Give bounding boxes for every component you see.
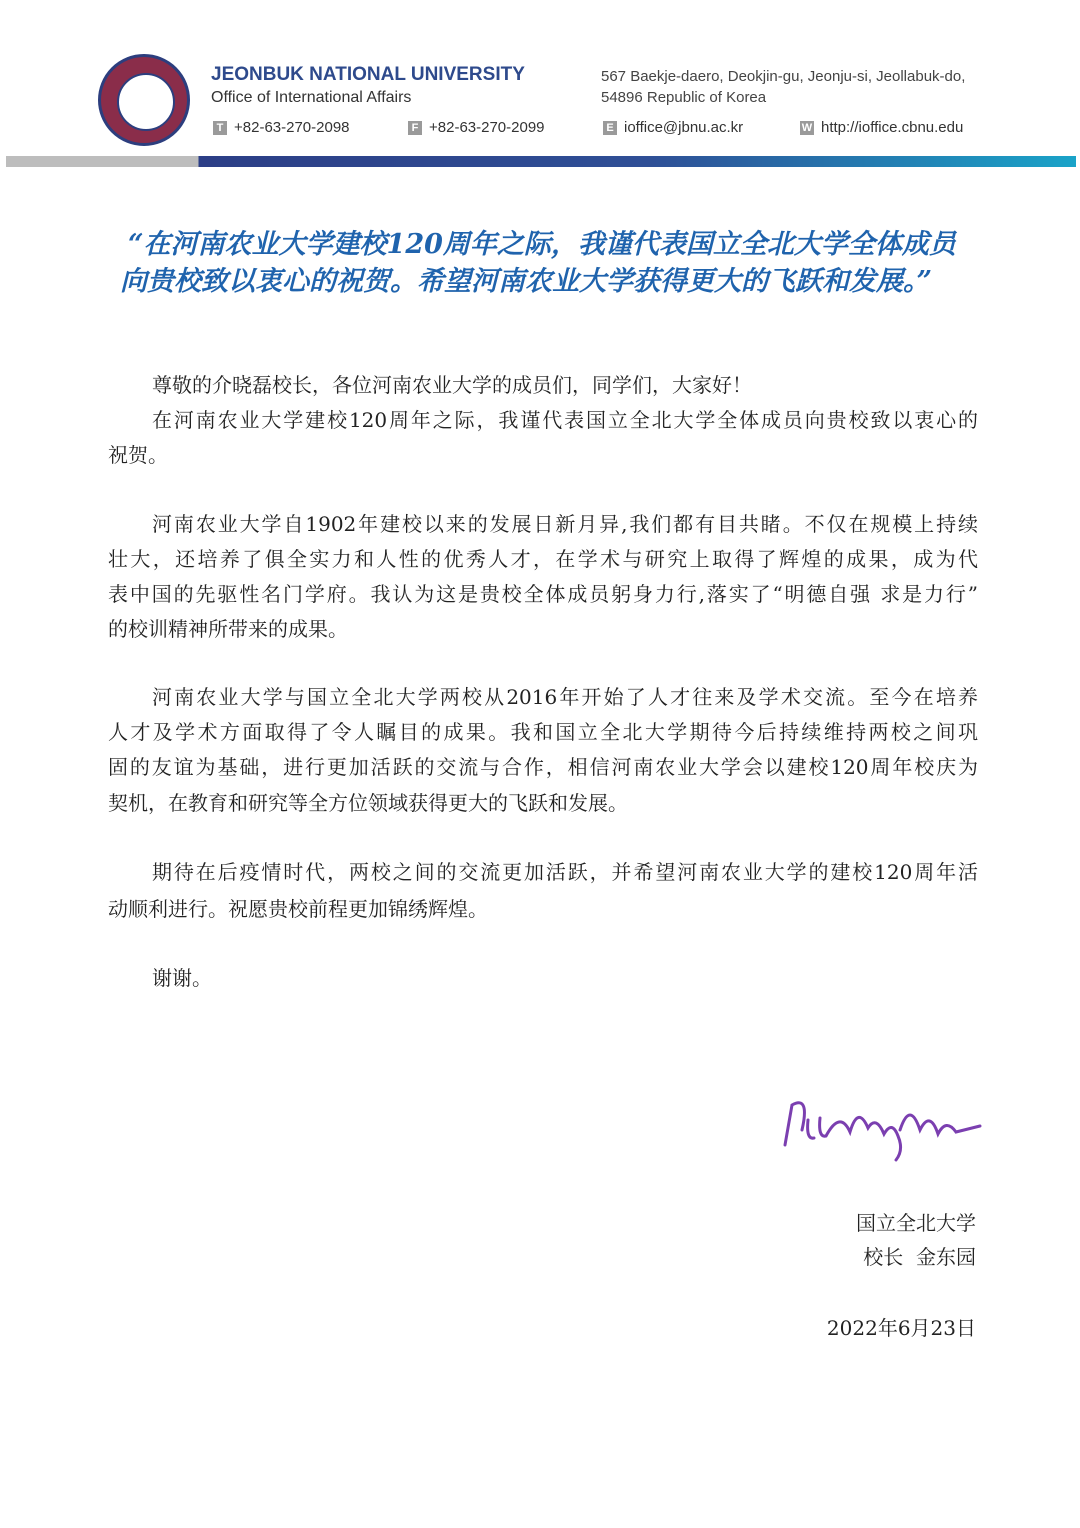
paragraph-line: 在河南农业大学建校120周年之际，我谨代表国立全北大学全体成员向贵校致以衷心的 [152,408,978,432]
paragraph-line: 人才及学术方面取得了令人瞩目的成果。我和国立全北大学期待今后持续维持两校之间巩 [108,720,978,744]
letter-date: 2022年6月23日 [826,1316,976,1340]
headline-line: 向贵校致以衷心的祝贺。希望河南农业大学获得更大的飞跃和发展。” [120,266,933,297]
website-url: http://ioffice.cbnu.edu [821,119,964,136]
paragraph-line: 契机，在教育和研究等全方位领域获得更大的飞跃和发展。 [108,791,628,815]
fax-number: +82-63-270-2099 [429,119,545,136]
paragraph-line: 固的友谊为基础，进行更加活跃的交流与合作，相信河南农业大学会以建校120周年校庆为 [108,755,978,779]
address [601,66,965,108]
web-contact [800,119,963,136]
address-line: 54896 Republic of Korea [601,89,767,106]
university-name: JEONBUK NATIONAL UNIVERSITY [211,64,525,85]
paragraph-line: 期待在后疫情时代，两校之间的交流更加活跃，并希望河南农业大学的建校120周年活 [152,860,978,884]
email-address: ioffice@jbnu.ac.kr [624,119,744,136]
greeting: 尊敬的介晓磊校长，各位河南农业大学的成员们，同学们，大家好！ [152,373,752,397]
paragraph-line: 的校训精神所带来的成果。 [108,617,348,641]
header-divider-bar [6,156,1076,167]
paragraph-line: 壮大，还培养了俱全实力和人性的优秀人才，在学术与研究上取得了辉煌的成果，成为代 [108,547,978,571]
web-icon: W [801,121,813,134]
handwritten-signature [780,1090,995,1165]
paragraph-line: 动顺利进行。祝愿贵校前程更加锦绣辉煌。 [108,897,488,921]
closing-signer: 校长 金东园 [863,1245,976,1269]
paragraph-line: 表中国的先驱性名门学府。我认为这是贵校全体成员躬身力行,落实了“明德自强 求是力行” [108,582,978,606]
thanks: 谢谢。 [152,966,212,990]
address-line: 567 Baekje-daero, Deokjin-gu, Jeonju-si, Jeollabuk-do, [601,68,966,85]
fax-icon: F [408,121,422,135]
paragraph-line: 河南农业大学自1902年建校以来的发展日新月异,我们都有目共睹。不仅在规模上持续 [152,512,978,536]
university-seal-logo [98,54,190,146]
paragraph-line: 祝贺。 [108,443,168,467]
phone-number: +82-63-270-2098 [234,119,350,136]
email-icon: E [603,121,617,135]
paragraph-line: 河南农业大学与国立全北大学两校从2016年开始了人才往来及学术交流。至今在培养 [152,685,978,709]
headline-line: “在河南农业大学建校120周年之际，我谨代表国立全北大学全体成员 [128,229,956,260]
office-name: Office of International Affairs [211,89,412,106]
fax-contact [408,119,545,136]
phone-icon: T [213,121,227,135]
phone-contact [213,119,350,136]
closing-institution: 国立全北大学 [856,1211,976,1235]
email-contact [603,119,743,136]
